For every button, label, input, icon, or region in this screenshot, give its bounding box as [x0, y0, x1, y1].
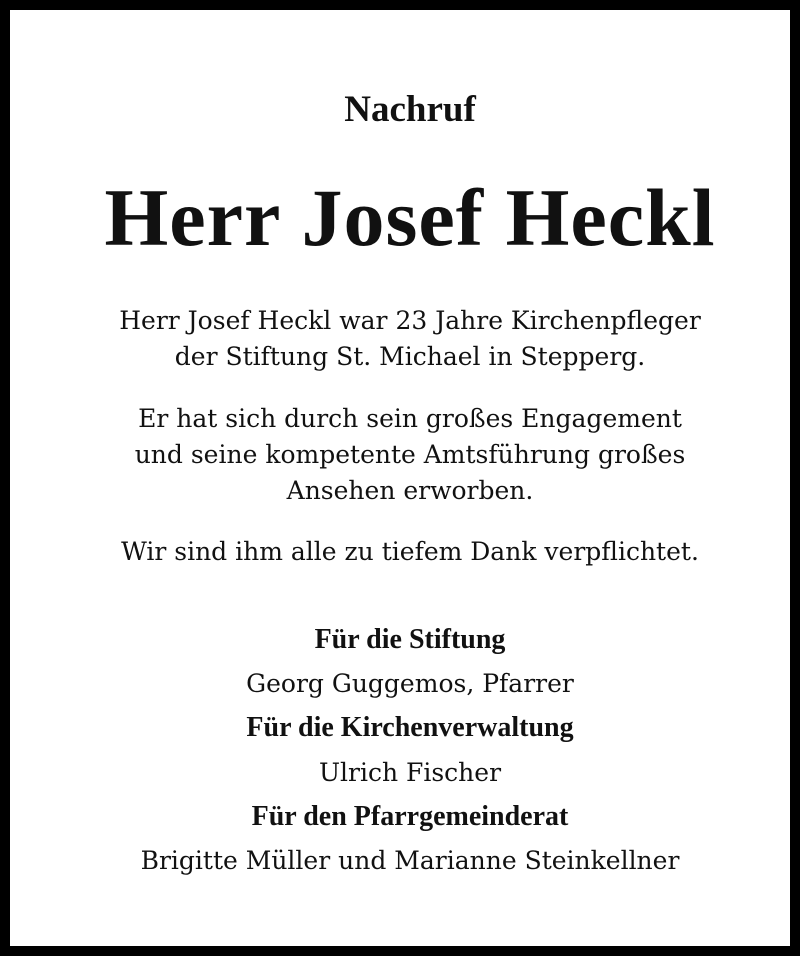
deceased-name: Herr Josef Heckl: [104, 172, 716, 263]
signature-title-parish-council: Für den Pfarrgemeinderat: [251, 801, 569, 832]
notice-heading: Nachruf: [344, 89, 476, 130]
paragraph-line: Er hat sich durch sein großes Engagement: [138, 404, 682, 433]
signature-names-parish-council: Brigitte Müller und Marianne Steinkellner: [140, 846, 680, 875]
signature-title-foundation: Für die Stiftung: [314, 624, 506, 655]
paragraph-engagement: [20, 401, 800, 509]
paragraph-line: Wir sind ihm alle zu tiefem Dank verpflichtet.: [121, 537, 699, 566]
paragraph-line: Herr Josef Heckl war 23 Jahre Kirchenpfleger: [119, 306, 701, 335]
paragraph-thanks: [20, 534, 800, 570]
signature-names-foundation: Georg Guggemos, Pfarrer: [246, 669, 574, 698]
paragraph-tenure: [20, 303, 800, 375]
paragraph-line: Ansehen erworben.: [286, 476, 534, 505]
paragraph-line: der Stiftung St. Michael in Stepperg.: [174, 342, 646, 371]
signature-names-church-administration: Ulrich Fischer: [318, 758, 502, 787]
signature-title-church-administration: Für die Kirchenverwaltung: [246, 712, 574, 743]
paragraph-line: und seine kompetente Amtsführung großes: [134, 440, 686, 469]
